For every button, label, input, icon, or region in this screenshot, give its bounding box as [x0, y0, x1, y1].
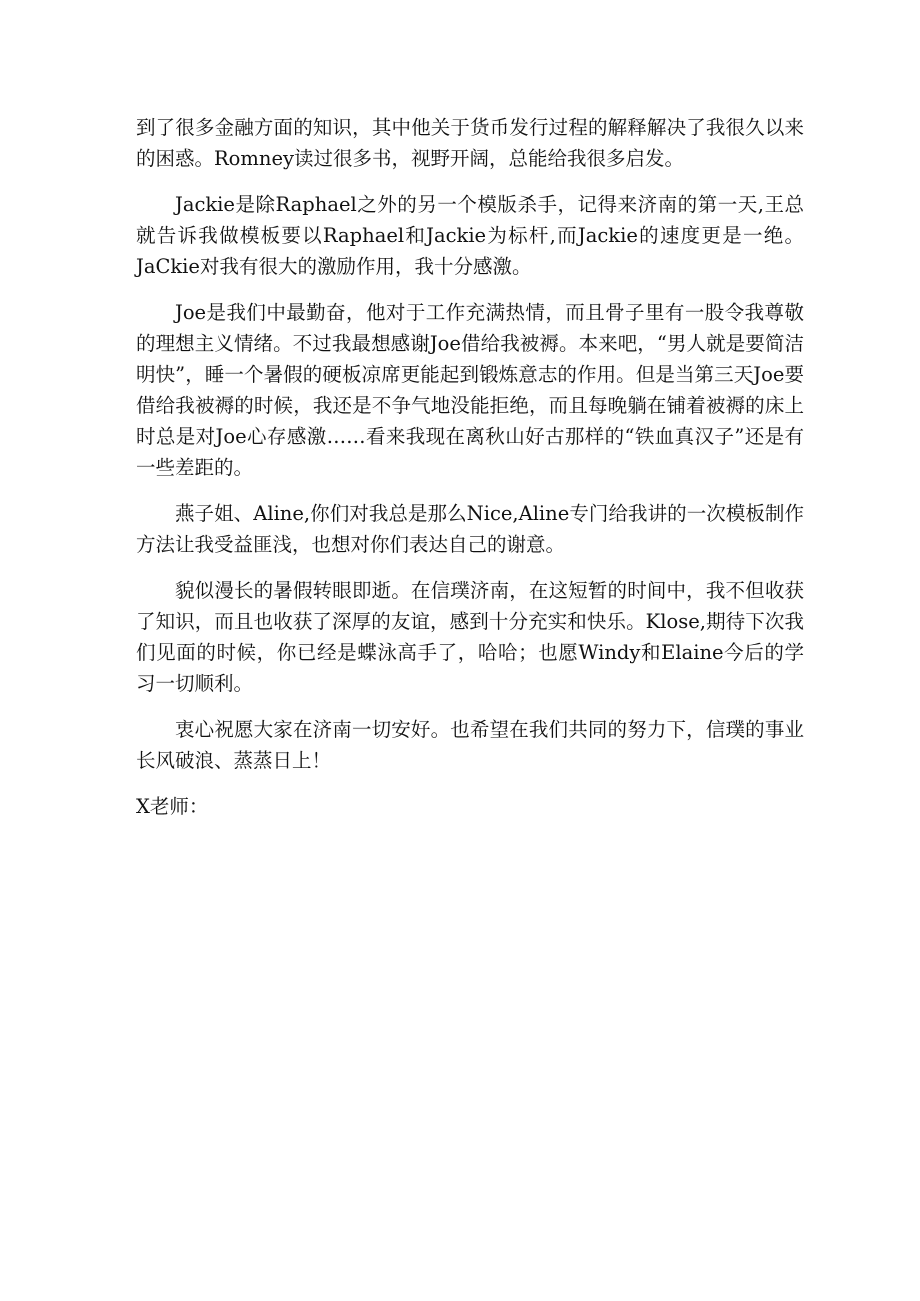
salutation: X老师： [136, 795, 209, 818]
paragraph-aline: 燕子姐、Aline,你们对我总是那么Nice,Aline专门给我讲的一次模板制作方法让我受益匪浅，也想对你们表达自己的谢意。 [136, 502, 804, 556]
paragraph-summer: 貌似漫长的暑假转眼即逝。在信璞济南，在这短暂的时间中，我不但收获了知识，而且也收获了深厚的友谊，感到十分充实和快乐。Klose,期待下次我们见面的时候，你已经是蝶泳高手了，哈哈；也愿Windy和Elaine今后的学习一切顺利。 [136, 579, 804, 695]
paragraph-jackie: Jackie是除Raphael之外的另一个模版杀手，记得来济南的第一天,王总就告诉我做模板要以Raphael和Jackie为标杆,而Jackie的速度更是一绝。JaCkie对我有很大的激励作用，我十分感激。 [136, 193, 804, 278]
paragraph-wishes: 衷心祝愿大家在济南一切安好。也希望在我们共同的努力下，信璞的事业长风破浪、蒸蒸日上！ [136, 718, 804, 772]
letter-body [136, 112, 804, 822]
paragraph-joe: Joe是我们中最勤奋，他对于工作充满热情，而且骨子里有一股令我尊敬的理想主义情绪。不过我最想感谢Joe借给我被褥。本来吧，“男人就是要简洁明快”，睡一个暑假的硬板凉席更能起到锻炼意志的作用。但是当第三天Joe要借给我被褥的时候，我还是不争气地没能拒绝，而且每晚躺在铺着被褥的床上时总是对Joe心存感激……看来我现在离秋山好古那样的“铁血真汉子”还是有一些差距的。 [136, 301, 804, 479]
paragraph-romney: 到了很多金融方面的知识，其中他关于货币发行过程的解释解决了我很久以来的困惑。Romney读过很多书，视野开阔，总能给我很多启发。 [136, 116, 804, 170]
